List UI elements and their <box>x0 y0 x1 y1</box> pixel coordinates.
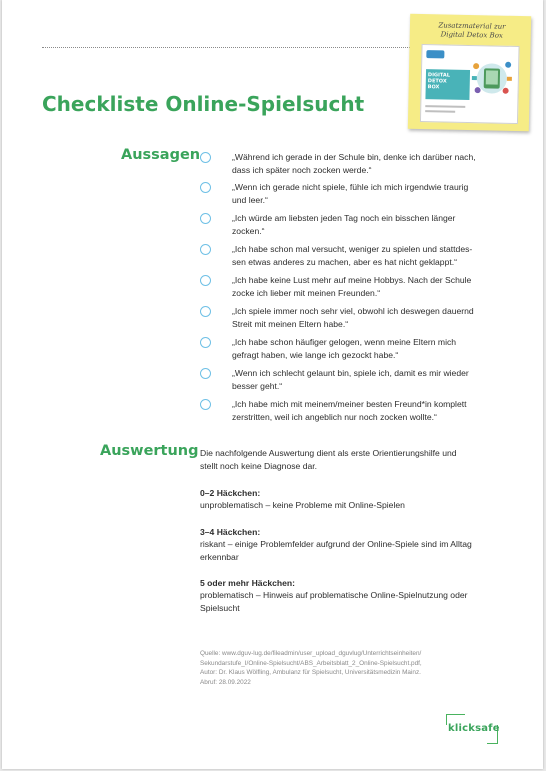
statement-checkbox[interactable] <box>200 182 211 193</box>
source-line: Sekundarstufe_I/Online-Spielsucht/ABS_Arbeitsblatt_2_Online-Spielsucht.pdf, <box>200 659 422 667</box>
statement-checkbox[interactable] <box>200 399 211 410</box>
sticky-note-caption <box>418 21 526 41</box>
level-description-line: problematisch – Hinweis auf problematische Online-Spielnutzung oder <box>200 590 468 600</box>
source-line: Abruf: 28.09.2022 <box>200 678 251 686</box>
statement-text <box>232 243 504 268</box>
statement-line: sen etwas anderes zu machen, aber es hat nicht geklappt.“ <box>232 256 458 267</box>
statement-line: „Ich habe schon häufiger gelogen, wenn meine Eltern mich <box>232 337 457 347</box>
box-footer-line <box>425 105 465 108</box>
statement-line: gefragt haben, wie lange ich gezockt habe.“ <box>232 349 399 360</box>
statement-line: „Ich würde am liebsten jeden Tag noch ein bisschen länger <box>232 213 456 223</box>
box-title-line3: BOX <box>427 84 440 91</box>
statement-text <box>232 274 504 299</box>
detox-box-cover-image <box>420 44 520 124</box>
level-description <box>200 538 500 563</box>
auswertung-intro-line: stellt noch keine Diagnose dar. <box>200 460 318 471</box>
level-description <box>200 499 500 512</box>
statement-text <box>232 181 504 206</box>
statement-line: „Wenn ich schlecht gelaunt bin, spiele ich, damit es mir wieder <box>232 368 469 378</box>
statement-text <box>232 398 504 423</box>
source-line: Autor: Dr. Klaus Wölfling, Ambulanz für Spielsucht, Universitätsmedizin Mainz. <box>200 669 421 677</box>
sticky-note <box>408 14 531 132</box>
statement-checkbox[interactable] <box>200 152 211 163</box>
auswertung-heading: Auswertung <box>100 443 199 459</box>
logo-text: klicksafe <box>448 723 500 734</box>
aussagen-heading: Aussagen <box>121 147 201 163</box>
auswertung-intro-line: Die nachfolgende Auswertung dient als erste Orientierungshilfe und <box>200 448 457 458</box>
statement-line: und leer.“ <box>232 194 268 205</box>
statement-line: zocken.“ <box>232 225 265 236</box>
level-label: 5 oder mehr Häckchen: <box>200 578 296 588</box>
worksheet-page <box>2 0 543 769</box>
box-illustration <box>469 56 514 101</box>
statement-line: „Ich habe mich mit meinem/meiner besten Freund*in komplett <box>232 399 467 409</box>
statement-text <box>232 212 504 237</box>
level-label: 3–4 Häckchen: <box>200 527 261 537</box>
statement-checkbox[interactable] <box>200 275 211 286</box>
level-description-line: riskant – einige Problemfelder aufgrund der Online-Spiele sind im Alltag <box>200 539 472 549</box>
statement-line: zerstritten, weil ich angeblich nur noch zocken wollte.“ <box>232 411 437 422</box>
level-description-line: Spielsucht <box>200 602 240 613</box>
box-title-band <box>425 69 470 100</box>
statement-line: „Während ich gerade in der Schule bin, denke ich darüber nach, <box>232 152 476 162</box>
statement-line: „Ich habe keine Lust mehr auf meine Hobbys. Nach der Schule <box>232 275 472 285</box>
statement-line: „Ich spiele immer noch sehr viel, obwohl ich deswegen dauernd <box>232 306 474 316</box>
box-title <box>428 72 468 91</box>
level-description-line: unproblematisch – keine Probleme mit Online-Spielen <box>200 500 405 510</box>
statement-line: besser geht.“ <box>232 380 283 391</box>
statement-line: zocke ich lieber mit meinen Freunden.“ <box>232 287 381 298</box>
statement-checkbox[interactable] <box>200 368 211 379</box>
statement-checkbox[interactable] <box>200 337 211 348</box>
box-publisher-logo <box>426 50 444 58</box>
statement-text <box>232 367 504 392</box>
sticky-note-line2: Digital Detox Box <box>440 30 504 40</box>
statement-checkbox[interactable] <box>200 213 211 224</box>
statement-checkbox[interactable] <box>200 244 211 255</box>
level-description <box>200 589 500 614</box>
box-title-line1: DIGITAL <box>427 72 451 79</box>
box-title-line2: DETOX <box>427 78 447 85</box>
page-title: Checkliste Online-Spielsucht <box>42 92 365 116</box>
statement-text <box>232 305 504 330</box>
statement-line: „Wenn ich gerade nicht spiele, fühle ich mich irgendwie traurig <box>232 182 469 192</box>
box-footer-line <box>425 110 455 113</box>
statement-text <box>232 151 504 176</box>
level-description-line: erkennbar <box>200 551 239 562</box>
level-label: 0–2 Häckchen: <box>200 488 261 498</box>
statement-line: „Ich habe schon mal versucht, weniger zu spielen und stattdes- <box>232 244 473 254</box>
klicksafe-logo <box>446 714 498 744</box>
statement-checkbox[interactable] <box>200 306 211 317</box>
sticky-note-line1: Zusatzmaterial zur <box>438 21 506 31</box>
source-citation <box>200 649 500 687</box>
statement-line: Streit mit meinen Eltern habe.“ <box>232 318 349 329</box>
source-line: Quelle: www.dguv-lug.de/fileadmin/user_upload_dguvlug/Unterrichtseinheiten/ <box>200 650 422 657</box>
statement-line: dass ich später noch zocken werde.“ <box>232 164 372 175</box>
statement-text <box>232 336 504 361</box>
auswertung-intro <box>200 447 500 472</box>
header-dotted-rule <box>42 47 410 48</box>
